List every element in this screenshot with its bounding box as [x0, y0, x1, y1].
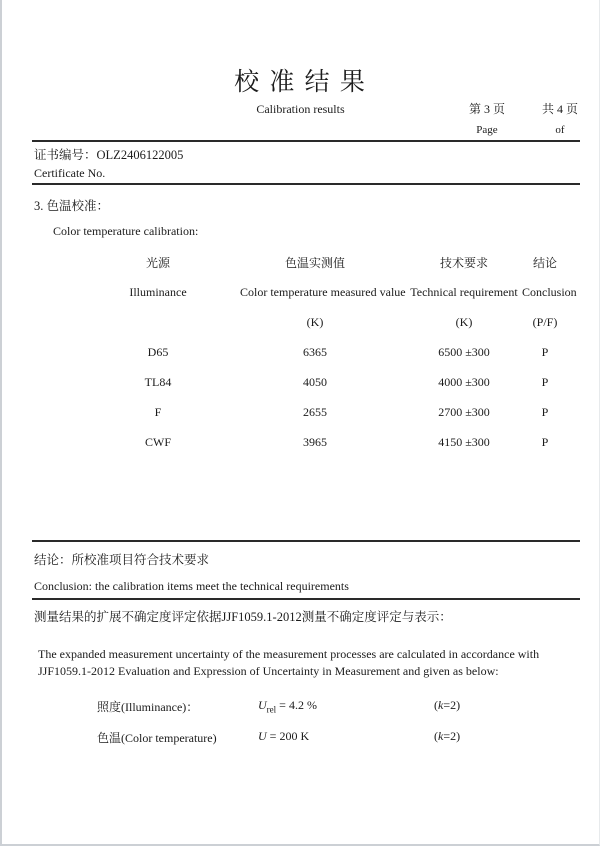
uncertainty-symbol: U	[258, 729, 267, 743]
uncertainty-statement-cn: 测量结果的扩展不确定度评定依据JJF1059.1-2012测量不确定度评定与表示：	[34, 610, 452, 624]
conclusion-text-en: Conclusion: the calibration items meet the technical requirements	[34, 579, 349, 593]
certificate-label-en: Certificate No.	[34, 166, 106, 180]
table-cell-source: F	[154, 404, 162, 419]
divider-uncertainty	[32, 598, 580, 600]
uncertainty-equation: = 4.2 %	[279, 698, 317, 712]
uncertainty-statement-en	[38, 646, 572, 679]
certificate-label-cn: 证书编号：	[34, 148, 97, 162]
section-heading-cn: 3. 色温校准：	[34, 199, 110, 213]
table-cell-requirement: 2700 ±300	[438, 404, 490, 419]
page-total-cn: 共 4 页	[541, 102, 578, 116]
uncertainty-label: 照度(Illuminance)：	[97, 700, 199, 714]
uncertainty-row-illuminance	[2, 698, 599, 716]
table-header-en: Color temperature measured value	[240, 284, 406, 299]
table-cell-measured: 2655	[303, 404, 327, 419]
table-cell-measured: 4050	[303, 374, 327, 389]
page-info	[454, 100, 588, 136]
uncertainty-equation: = 200 K	[269, 729, 310, 743]
table-cell-source: D65	[147, 344, 169, 359]
table-cell-conclusion: P	[541, 374, 549, 389]
uncertainty-label: 色温(Color temperature)	[97, 731, 217, 745]
uncertainty-symbol: U	[258, 698, 267, 712]
coverage-factor: (k=2)	[434, 698, 461, 712]
table-cell-requirement: 4000 ±300	[438, 374, 490, 389]
table-header-cn: 结论	[532, 255, 557, 270]
uncertainty-statement-en-line1: The expanded measurement uncertainty of the measurement processes are calculated in accordance with	[38, 647, 540, 661]
uncertainty-row-color-temperature	[2, 729, 599, 747]
table-cell-source: TL84	[144, 374, 172, 389]
calibration-table	[32, 247, 580, 457]
page-of-label: of	[555, 124, 565, 136]
table-cell-conclusion: P	[541, 344, 549, 359]
table-header-en: Technical requirement	[410, 284, 518, 299]
table-cell-conclusion: P	[541, 404, 549, 419]
table-cell-requirement: 4150 ±300	[438, 434, 490, 449]
k-symbol: k	[438, 698, 444, 712]
k-symbol: k	[438, 729, 444, 743]
certificate-number-line	[34, 145, 183, 163]
page-title-cn: 校 准 结 果	[234, 69, 367, 96]
coverage-factor: (k=2)	[434, 729, 461, 743]
conclusion-text-cn: 结论：所校准项目符合技术要求	[34, 553, 210, 567]
table-cell-conclusion: P	[541, 434, 549, 449]
table-cell-source: CWF	[144, 434, 171, 449]
table-header-cn: 色温实测值	[284, 255, 345, 270]
page-title-en: Calibration results	[256, 102, 345, 116]
page-number-cn: 第 3 页	[468, 102, 505, 116]
uncertainty-statement-en-line2: JJF1059.1-2012 Evaluation and Expression of Uncertainty in Measurement and given as below:	[38, 663, 499, 678]
table-unit-cell: (P/F)	[532, 314, 558, 329]
page-number-en-label: Page	[476, 124, 498, 136]
table-unit-cell: (K)	[455, 314, 473, 329]
table-header-en: Conclusion	[522, 284, 577, 299]
uncertainty-value	[258, 729, 309, 745]
table-header-cn: 技术要求	[439, 255, 488, 270]
table-unit-cell: (K)	[306, 314, 324, 329]
table-cell-measured: 6365	[303, 344, 327, 359]
divider-conclusion	[32, 540, 580, 542]
divider-certificate	[32, 183, 580, 185]
divider-top	[32, 140, 580, 142]
certificate-number: OLZ2406122005	[96, 148, 184, 162]
uncertainty-value	[258, 698, 317, 714]
uncertainty-subscript: rel	[266, 704, 277, 715]
table-cell-requirement: 6500 ±300	[438, 344, 490, 359]
table-header-cn: 光源	[145, 255, 170, 270]
table-header-en: Illuminance	[129, 284, 187, 299]
table-cell-measured: 3965	[303, 434, 327, 449]
section-heading-en: Color temperature calibration:	[53, 224, 199, 238]
